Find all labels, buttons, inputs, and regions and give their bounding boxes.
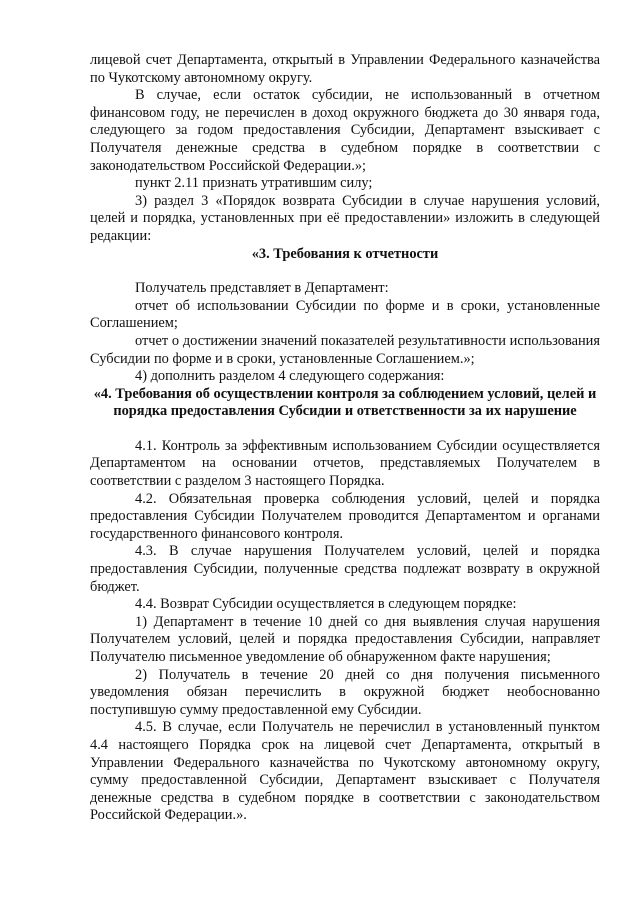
body-paragraph: 4.3. В случае нарушения Получателем условий, целей и порядка предоставления Субсидии, полученные средства подлежат возврату в окружной бюджет. [90, 543, 600, 595]
body-paragraph: отчет об использовании Субсидии по форме и в сроки, установленные Соглашением; [90, 297, 600, 332]
body-paragraph: 4.1. Контроль за эффективным использованием Субсидии осуществляется Департаментом на основании отчетов, представляемых Получателем в соответствии с разделом 3 настоящего Порядка. [90, 437, 600, 490]
document-page [90, 52, 600, 825]
body-paragraph: В случае, если остаток субсидии, не использованный в отчетном финансовом году, не перечислен в доход окружного бюджета до 30 января года, следующего за годом предоставления Субсидии, Департамент взыскивает с Получателя денежные средства в судебном порядке в соответствии с законодательством Российской Федерации.»; [90, 87, 600, 174]
body-paragraph: 4.4. Возврат Субсидии осуществляется в следующем порядке: [135, 596, 517, 613]
section-heading: «3. Требования к отчетности [251, 245, 439, 262]
body-paragraph: 4.5. В случае, если Получатель не перечислил в установленный пунктом 4.4 настоящего Порядка срок на лицевой счет Департамента, открытый в Управлении Федерального казначейства по Чукотскому автономному округу, сумму предоставленной Субсидии, Департамент взыскивает с Получателя денежные средства в судебном порядке в соответствии с законодательством Российской Федерации.». [90, 719, 600, 824]
body-paragraph: пункт 2.11 признать утратившим силу; [135, 175, 373, 192]
body-paragraph: Получатель представляет в Департамент: [135, 280, 389, 297]
body-paragraph: 1) Департамент в течение 10 дней со дня выявления случая нарушения Получателем условий, целей и порядка предоставления Субсидии, направляет Получателю письменное уведомление об обнаруженном факте нарушения; [90, 613, 600, 665]
body-paragraph: 4.2. Обязательная проверка соблюдения условий, целей и порядка предоставления Субсидии Получателем проводится Департаментом и органами государственного финансового контроля. [90, 490, 600, 542]
body-paragraph: 2) Получатель в течение 20 дней со дня получения письменного уведомления обязан перечислить в окружной бюджет необоснованно поступившую сумму предоставленной ему Субсидии. [90, 666, 600, 718]
section-heading: «4. Требования об осуществлении контроля за соблюдением условий, целей и порядка предоставления Субсидии и ответственности за их нарушение [93, 385, 597, 420]
body-paragraph: 4) дополнить разделом 4 следующего содержания: [135, 368, 445, 385]
body-paragraph: 3) раздел 3 «Порядок возврата Субсидии в случае нарушения условий, целей и порядка, установленных при её предоставлении» изложить в следующей редакции: [90, 192, 600, 244]
body-paragraph: лицевой счет Департамента, открытый в Управлении Федерального казначейства по Чукотскому автономному округу. [90, 52, 600, 86]
body-paragraph: отчет о достижении значений показателей результативности использования Субсидии по форме и в сроки, установленные Соглашением.»; [90, 332, 600, 367]
